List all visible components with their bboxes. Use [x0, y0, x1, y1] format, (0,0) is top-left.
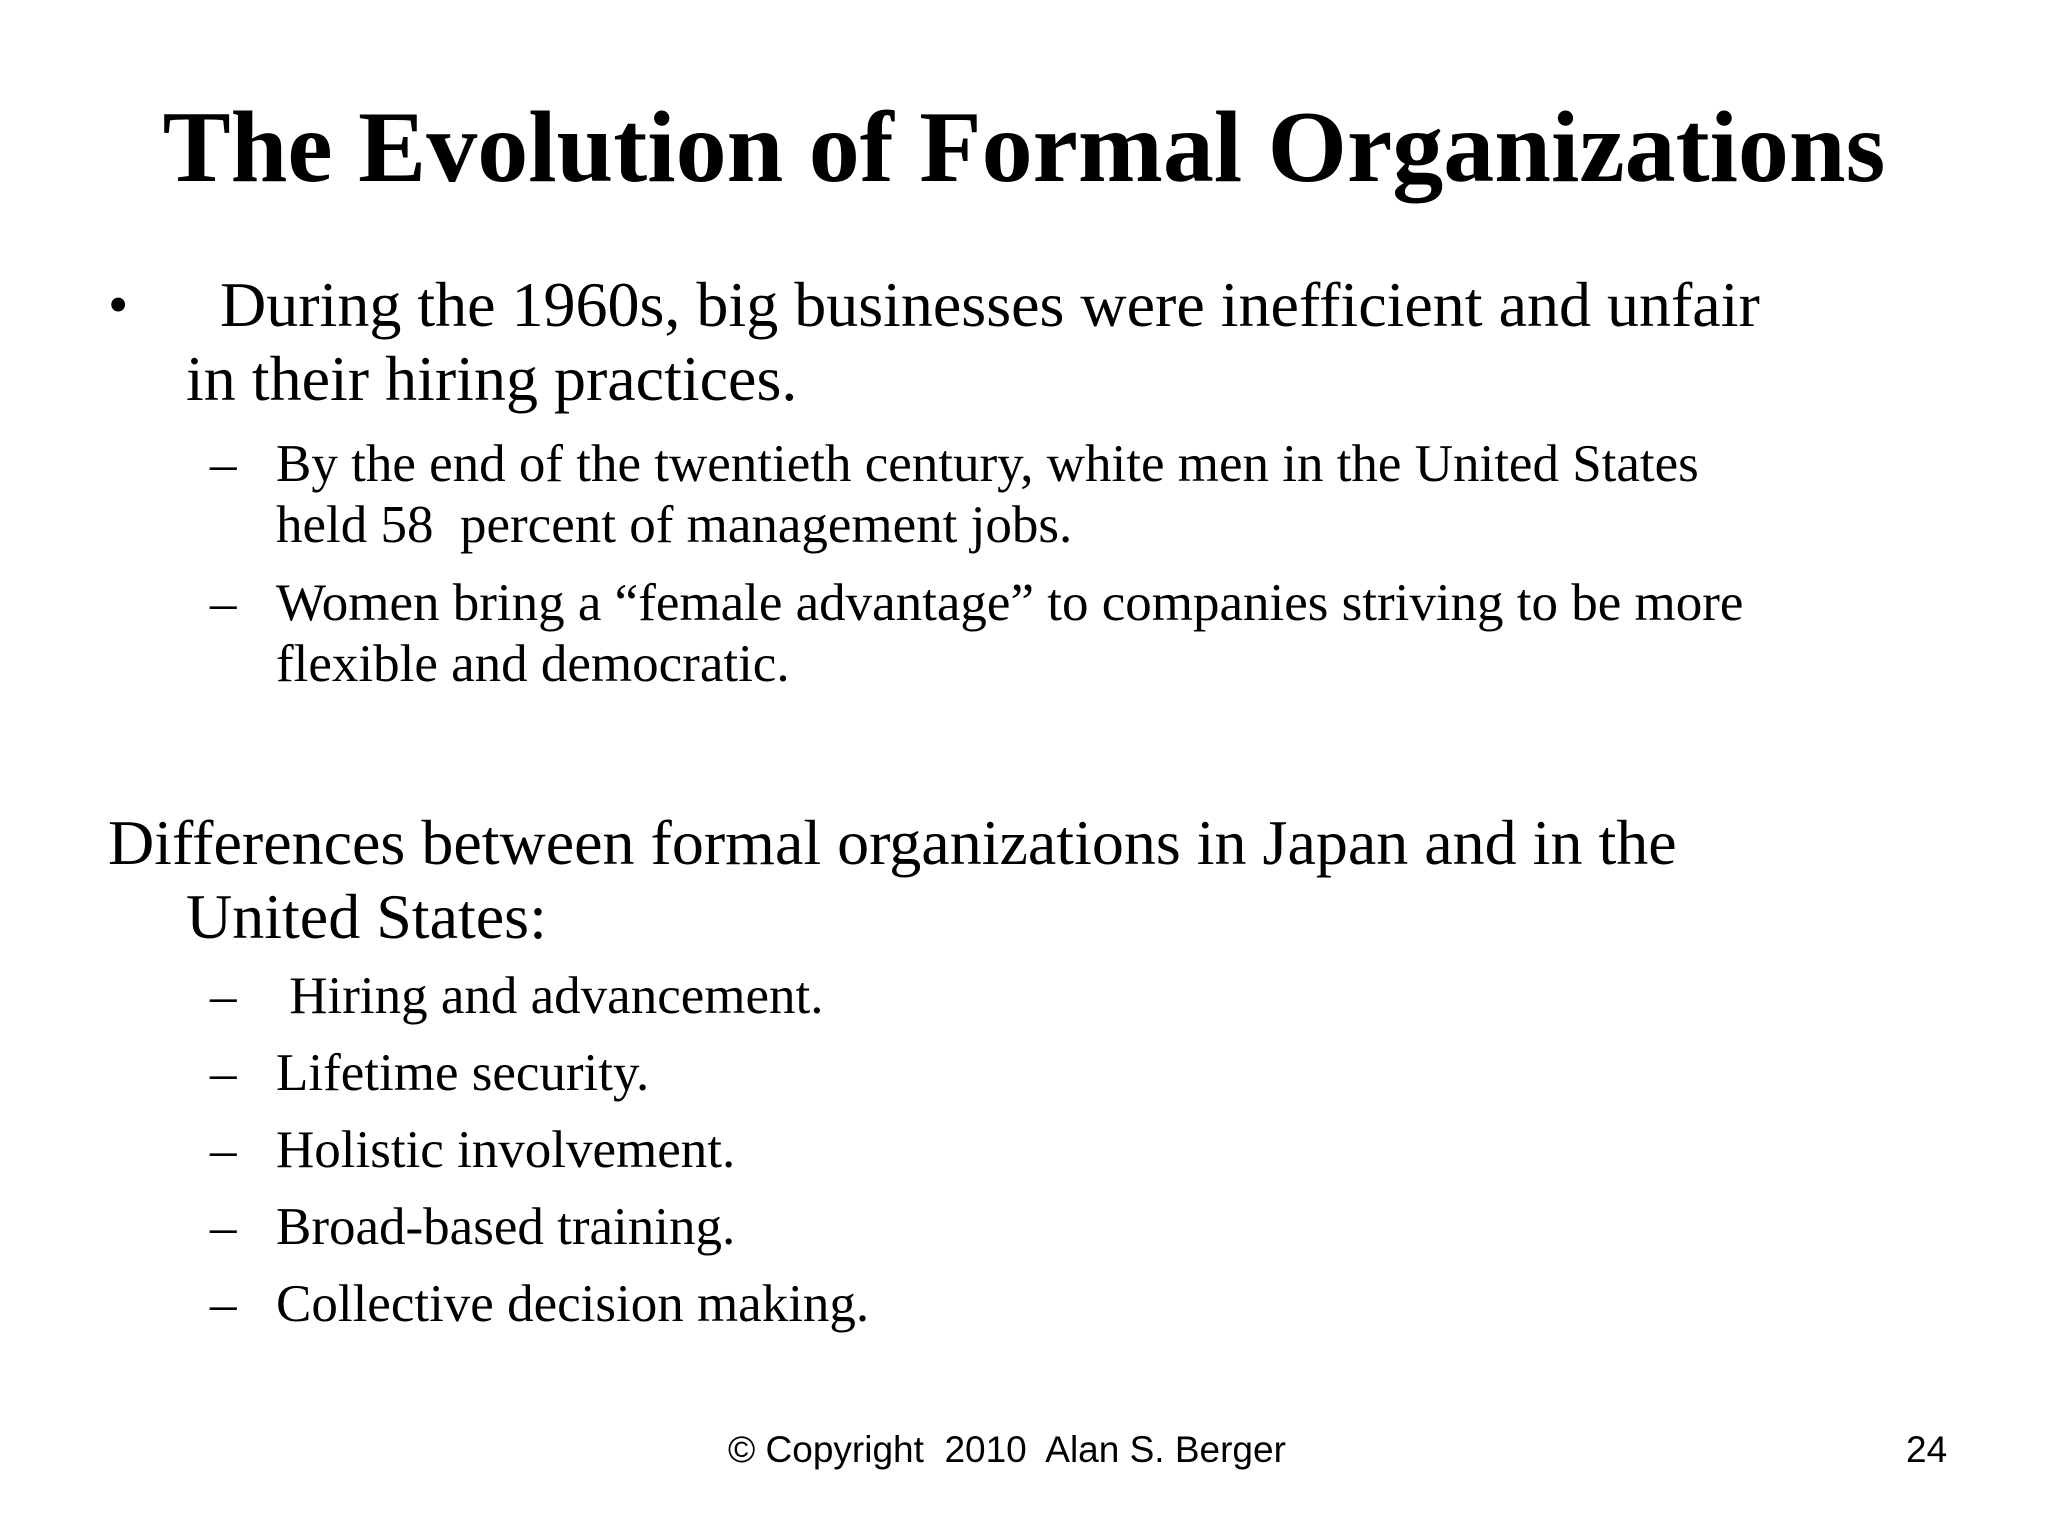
sub-bullet-item	[210, 573, 1970, 695]
list-item-text: Collective decision making.	[276, 1275, 870, 1333]
bullet-text-line2: in their hiring practices.	[186, 343, 798, 414]
bullet-item	[108, 268, 1948, 416]
dash-marker: –	[210, 1198, 237, 1256]
list-item	[210, 1274, 1970, 1335]
sub-bullet-list	[210, 434, 1970, 712]
bullet-text	[186, 268, 1948, 416]
dash-marker: –	[210, 1044, 237, 1102]
list-item	[210, 1043, 1970, 1104]
copyright-notice: © Copyright 2010 Alan S. Berger	[728, 1429, 1286, 1470]
sub-bullet-line1: By the end of the twentieth century, white men in the United States	[276, 435, 1699, 493]
dash-marker: –	[210, 435, 237, 493]
list-item-text: Holistic involvement.	[276, 1121, 736, 1179]
sub-bullet-item	[210, 434, 1970, 556]
section-heading-line1: Differences between formal organizations in Japan and in the	[108, 807, 1677, 878]
list-item	[210, 1197, 1970, 1258]
page-number: 24	[1906, 1429, 1948, 1470]
dash-marker: –	[210, 967, 237, 1025]
sub-bullet-line2: flexible and democratic.	[276, 635, 790, 693]
slide-title: The Evolution of Formal Organizations	[162, 91, 1886, 204]
section-heading-line2: United States:	[186, 881, 547, 952]
bullet-text-line1: During the 1960s, big businesses were inefficient and unfair	[204, 269, 1760, 340]
dash-marker: –	[210, 574, 237, 632]
sub-bullet-line2: held 58 percent of management jobs.	[276, 496, 1073, 554]
bullet-marker: •	[108, 272, 129, 337]
sub-bullet-line1: Women bring a “female advantage” to companies striving to be more	[276, 574, 1744, 632]
dash-marker: –	[210, 1275, 237, 1333]
list-item-text: Lifetime security.	[276, 1044, 650, 1102]
list-item-text: Broad-based training.	[276, 1198, 736, 1256]
differences-list	[210, 966, 1970, 1351]
dash-marker: –	[210, 1121, 237, 1179]
list-item	[210, 1120, 1970, 1181]
list-item-text: Hiring and advancement.	[276, 967, 824, 1025]
list-item	[210, 966, 1970, 1027]
section-heading	[108, 806, 1677, 954]
